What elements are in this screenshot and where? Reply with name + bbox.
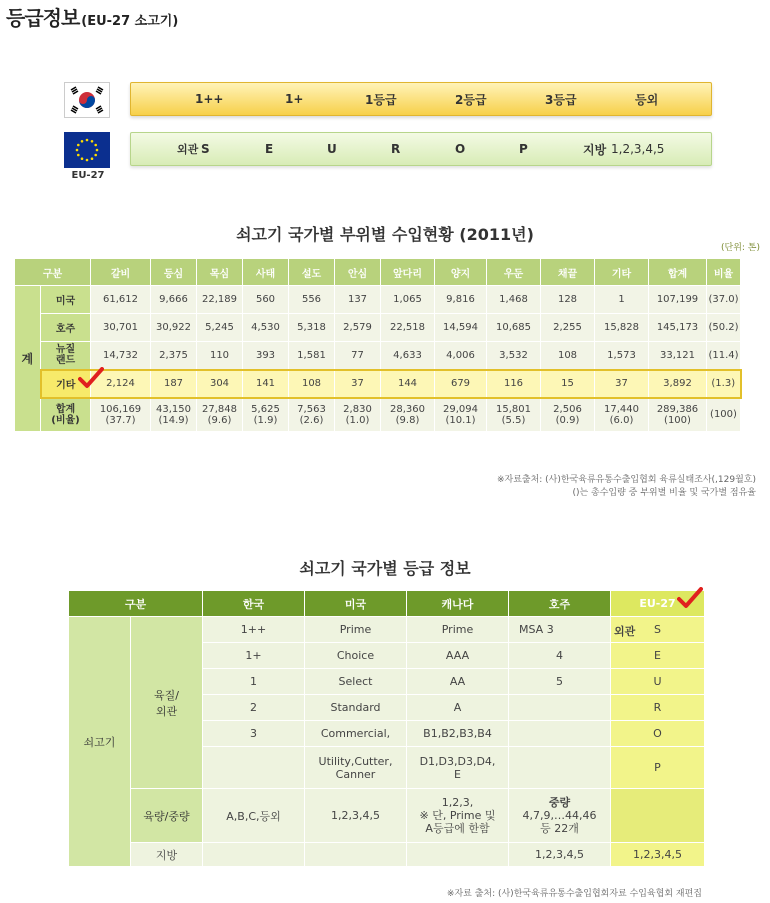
total-value: 106,169 — [99, 403, 142, 415]
total-value: 7,563 — [297, 403, 326, 415]
cell: 15,828 — [595, 314, 649, 342]
table-row — [15, 314, 741, 342]
unit-note: (단위: 톤) — [721, 243, 760, 253]
cell — [203, 843, 305, 867]
col-header: 설도 — [289, 259, 335, 286]
cell: AA — [407, 669, 509, 695]
cell: Prime — [305, 617, 407, 643]
kr-grade-1p: 1+ — [285, 92, 304, 106]
cell: 30,922 — [151, 314, 197, 342]
cell: (37.0) — [707, 286, 741, 314]
cell-line: 4,7,9,…44,46 — [522, 809, 597, 822]
cell: 110 — [197, 342, 243, 370]
eu-grade-u: U — [327, 142, 337, 156]
total-value: 28,360 — [390, 403, 425, 415]
grade-table-title: 쇠고기 국가별 등급 정보 — [299, 559, 471, 578]
kr-grade-1: 1등급 — [365, 92, 397, 107]
eu-grade-p: P — [519, 142, 528, 156]
cell-line: Utility,Cutter, — [318, 754, 393, 768]
cell — [243, 398, 289, 432]
cell — [407, 843, 509, 867]
cell: 108 — [541, 342, 595, 370]
total-value: 5,625 — [251, 403, 280, 415]
col-header-eu — [611, 591, 705, 617]
cell-line: E — [454, 767, 461, 781]
col-header: 한국 — [203, 591, 305, 617]
total-value: (100) — [710, 409, 737, 421]
cell: 4,530 — [243, 314, 289, 342]
cell: 1 — [595, 286, 649, 314]
cell: 1,573 — [595, 342, 649, 370]
table-row — [15, 342, 741, 370]
import-note-line2: ()는 총수입량 중 부위별 비율 및 국가별 점유율 — [572, 488, 756, 498]
cell — [91, 398, 151, 432]
total-share: (1.0) — [345, 414, 370, 426]
total-value: 27,848 — [202, 403, 237, 415]
cell: 1,2,3,4,5 — [611, 843, 705, 867]
cell: 37 — [335, 370, 381, 398]
cell: 4,006 — [435, 342, 487, 370]
cell: 145,173 — [649, 314, 707, 342]
cell: 4 — [509, 643, 611, 669]
cell: 14,732 — [91, 342, 151, 370]
col-header: 캐나다 — [407, 591, 509, 617]
cell: 679 — [435, 370, 487, 398]
total-share: (1.9) — [253, 414, 278, 426]
quality-label-l1: 육질/ — [154, 688, 179, 702]
cell — [611, 617, 705, 643]
cell: 393 — [243, 342, 289, 370]
total-value: 2,506 — [553, 403, 582, 415]
cell: 2,124 — [91, 370, 151, 398]
total-label-l2: (비율) — [51, 414, 80, 426]
col-header: 구분 — [15, 259, 91, 286]
cell: 9,666 — [151, 286, 197, 314]
cell — [487, 398, 541, 432]
cell — [151, 398, 197, 432]
cell: E — [611, 643, 705, 669]
import-table-header — [15, 259, 741, 286]
cell: 2 — [203, 695, 305, 721]
total-row — [15, 398, 741, 432]
cell: 144 — [381, 370, 435, 398]
cell — [541, 398, 595, 432]
table-row — [69, 617, 705, 643]
table-row — [69, 843, 705, 867]
eu-fat-label: 지방 — [583, 142, 607, 157]
eu-appearance-label: 외관 — [614, 625, 636, 638]
total-value: 15,801 — [496, 403, 531, 415]
cell-line: Canner — [335, 767, 376, 781]
quality-label — [131, 617, 203, 789]
cell: P — [611, 747, 705, 789]
total-share: (0.9) — [555, 414, 580, 426]
total-value: 2,830 — [343, 403, 372, 415]
row-label-l2: 랜드 — [55, 355, 76, 367]
col-header: 앞다리 — [381, 259, 435, 286]
col-header: 구분 — [69, 591, 203, 617]
cell: Prime — [407, 617, 509, 643]
row-label: 미국 — [41, 286, 91, 314]
total-share: (37.7) — [105, 414, 136, 426]
total-share: (9.8) — [395, 414, 420, 426]
cell: 9,816 — [435, 286, 487, 314]
cell: (1.3) — [707, 370, 741, 398]
cell: AAA — [407, 643, 509, 669]
col-header: 등심 — [151, 259, 197, 286]
cell — [381, 398, 435, 432]
row-label — [41, 342, 91, 370]
cell: 77 — [335, 342, 381, 370]
cell: 61,612 — [91, 286, 151, 314]
cell: 3 — [203, 721, 305, 747]
check-mark-icon — [677, 587, 703, 609]
grade-table — [68, 590, 705, 867]
col-header: 미국 — [305, 591, 407, 617]
cell: 107,199 — [649, 286, 707, 314]
cell — [509, 721, 611, 747]
cell: 37 — [595, 370, 649, 398]
cell: 1,065 — [381, 286, 435, 314]
total-value: 43,150 — [156, 403, 191, 415]
cell — [595, 398, 649, 432]
kr-grade-out: 등외 — [635, 92, 659, 107]
total-share: (14.9) — [158, 414, 189, 426]
cell — [649, 398, 707, 432]
row-label: 호주 — [41, 314, 91, 342]
page-subtitle: (EU-27 소고기) — [81, 14, 179, 29]
eu-grade-o: O — [455, 142, 466, 156]
row-label — [41, 398, 91, 432]
cell: 1 — [203, 669, 305, 695]
cell-line: A등급에 한함 — [425, 822, 490, 835]
import-table-title: 쇠고기 국가별 부위별 수입현황 (2011년) — [236, 225, 534, 244]
cell — [289, 398, 335, 432]
cell: 2,579 — [335, 314, 381, 342]
cell — [509, 695, 611, 721]
cell — [435, 398, 487, 432]
cell: Choice — [305, 643, 407, 669]
cell: 4,633 — [381, 342, 435, 370]
cell: 141 — [243, 370, 289, 398]
cell: O — [611, 721, 705, 747]
cell — [203, 747, 305, 789]
cell — [509, 747, 611, 789]
cell — [305, 843, 407, 867]
cell: 304 — [197, 370, 243, 398]
cell: Select — [305, 669, 407, 695]
cell: 137 — [335, 286, 381, 314]
row-label-l1: 뉴질 — [55, 344, 76, 356]
total-value: 17,440 — [604, 403, 639, 415]
eu-grade-bar — [130, 132, 712, 166]
col-header: 갈비 — [91, 259, 151, 286]
cell: 108 — [289, 370, 335, 398]
cell: 30,701 — [91, 314, 151, 342]
cell: 116 — [487, 370, 541, 398]
eu-appearance-label: 외관 — [177, 143, 199, 156]
col-header: 합계 — [649, 259, 707, 286]
eu-grade-r: R — [391, 142, 401, 156]
cell: 5,318 — [289, 314, 335, 342]
import-note-line1: ※자료출처: (사)한국육류유통수출입협회 육류실태조사(,129월호) — [496, 475, 756, 485]
cell: 22,189 — [197, 286, 243, 314]
cell-line: ※ 단, Prime 및 — [419, 809, 496, 822]
row-label-text: 기타 — [56, 380, 76, 391]
col-header: 우둔 — [487, 259, 541, 286]
cell: 15 — [541, 370, 595, 398]
eu-caption: EU-27 — [71, 170, 105, 181]
import-source-note — [497, 472, 756, 498]
cell: 556 — [289, 286, 335, 314]
col-header: 양지 — [435, 259, 487, 286]
table-row-highlighted — [15, 370, 741, 398]
total-share: (10.1) — [445, 414, 476, 426]
cell: 14,594 — [435, 314, 487, 342]
row-label — [41, 370, 91, 398]
cell: 1+ — [203, 643, 305, 669]
total-value: 29,094 — [443, 403, 478, 415]
cell: 10,685 — [487, 314, 541, 342]
col-header: 비율 — [707, 259, 741, 286]
cell — [335, 398, 381, 432]
cell: Commercial, — [305, 721, 407, 747]
korea-grade-bar — [130, 82, 712, 116]
quality-label-l2: 외관 — [155, 704, 178, 718]
cell: 33,121 — [649, 342, 707, 370]
col-header: 목심 — [197, 259, 243, 286]
table-row — [15, 286, 741, 314]
cell: 3,532 — [487, 342, 541, 370]
cell: 128 — [541, 286, 595, 314]
cell: 2,375 — [151, 342, 197, 370]
cell — [509, 789, 611, 843]
cell: 5,245 — [197, 314, 243, 342]
col-header-eu-text: EU-27 — [639, 597, 676, 610]
cell — [407, 747, 509, 789]
kr-grade-2: 2등급 — [455, 92, 487, 107]
cell — [197, 398, 243, 432]
page-title-text: 등급정보 — [6, 6, 80, 30]
cell: 187 — [151, 370, 197, 398]
cell-line: 등 22개 — [540, 822, 579, 835]
col-header: 호주 — [509, 591, 611, 617]
col-header: 안심 — [335, 259, 381, 286]
cell: 22,518 — [381, 314, 435, 342]
kr-grade-3: 3등급 — [545, 92, 577, 107]
check-mark-icon — [78, 367, 104, 389]
yield-label: 육량/중량 — [131, 789, 203, 843]
total-value: 289,386 — [656, 403, 699, 415]
korea-flag-icon — [64, 82, 110, 118]
cell-line: 1,2,3, — [441, 796, 474, 809]
col-header: 기타 — [595, 259, 649, 286]
cell: 1++ — [203, 617, 305, 643]
eu-grade-e: E — [265, 142, 274, 156]
grade-source-note: ※자료 출처: (사)한국육류유통수출입협회자료 수입육협회 재편집 — [446, 889, 702, 899]
col-header: 사태 — [243, 259, 289, 286]
cell-line: D1,D3,D3,D4, — [419, 754, 496, 768]
total-label-l1: 합계 — [55, 403, 76, 415]
kr-grade-1pp: 1++ — [195, 92, 224, 106]
cell: 2,255 — [541, 314, 595, 342]
cell — [611, 789, 705, 843]
cell: 5 — [509, 669, 611, 695]
cell: U — [611, 669, 705, 695]
total-share: (100) — [664, 414, 691, 426]
grade-table-header — [69, 591, 705, 617]
cell: (50.2) — [707, 314, 741, 342]
eu-flag-icon — [64, 132, 110, 168]
cell: A,B,C,등외 — [203, 789, 305, 843]
import-table — [14, 258, 742, 432]
cell — [305, 747, 407, 789]
cell: A — [407, 695, 509, 721]
cell: (11.4) — [707, 342, 741, 370]
eu-grade-s: S — [201, 142, 210, 156]
total-share: (9.6) — [207, 414, 232, 426]
category-label: 쇠고기 — [69, 617, 131, 867]
page-title — [6, 2, 178, 31]
cell: R — [611, 695, 705, 721]
cell: 1,2,3,4,5 — [305, 789, 407, 843]
group-label: 계 — [15, 286, 41, 432]
cell — [407, 789, 509, 843]
eu-grade: S — [654, 623, 661, 636]
cell: Standard — [305, 695, 407, 721]
cell-line: 중량 — [548, 796, 571, 809]
cell: 3,892 — [649, 370, 707, 398]
table-row — [69, 789, 705, 843]
cell: 1,581 — [289, 342, 335, 370]
cell — [707, 398, 741, 432]
cell: 560 — [243, 286, 289, 314]
eu-fat-values: 1,2,3,4,5 — [611, 142, 665, 156]
total-share: (5.5) — [501, 414, 526, 426]
cell: MSA 3 — [509, 617, 611, 643]
total-share: (6.0) — [609, 414, 634, 426]
cell: 1,2,3,4,5 — [509, 843, 611, 867]
fat-label: 지방 — [131, 843, 203, 867]
cell: 1,468 — [487, 286, 541, 314]
total-share: (2.6) — [299, 414, 324, 426]
col-header: 채끝 — [541, 259, 595, 286]
cell: B1,B2,B3,B4 — [407, 721, 509, 747]
